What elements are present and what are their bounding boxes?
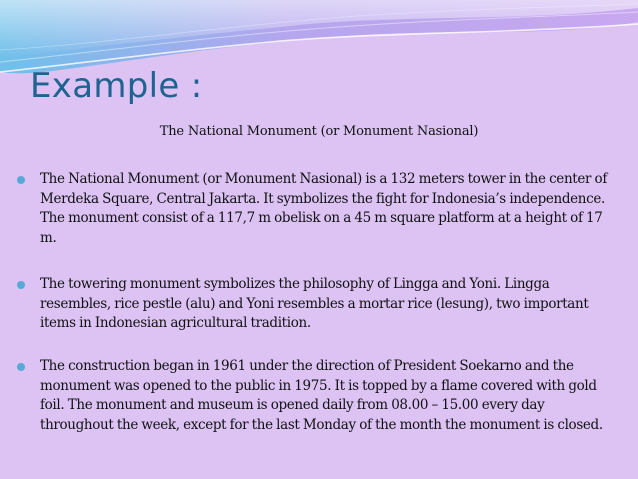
slide-subtitle: The National Monument (or Monument Nasional)	[159, 124, 479, 139]
bullet-text: The towering monument symbolizes the philosophy of Lingga and Yoni. Lingga resembles, rice pestle (alu) and Yoni resembles a mortar rice (lesung), two important items in Indonesian agricultural tradition.	[40, 276, 589, 331]
header-wave-band	[0, 0, 638, 75]
wave-band-graphic	[0, 0, 638, 75]
bullet-item	[40, 275, 615, 334]
bullet-text: The National Monument (or Monument Nasional) is a 132 meters tower in the center of Merdeka Square, Central Jakarta. It symbolizes the fight for Indonesia’s independence. The monument consist of a 117,7 m obelisk on a 45 m square platform at a height of 17 m.	[40, 171, 607, 246]
bullet-item	[40, 170, 615, 248]
bullet-dot-icon	[14, 357, 28, 377]
bullet-dot-icon	[14, 275, 28, 295]
bullet-text: The construction began in 1961 under the direction of President Soekarno and the monument was opened to the public in 1975. It is topped by a flame covered with gold foil. The monument and museum is opened daily from 08.00 – 15.00 every day throughout the week, except for the last Monday of the month the monument is closed.	[40, 358, 603, 433]
bullet-item	[40, 357, 615, 435]
slide-title: Example :	[30, 66, 203, 106]
bullet-dot-icon	[14, 170, 28, 190]
